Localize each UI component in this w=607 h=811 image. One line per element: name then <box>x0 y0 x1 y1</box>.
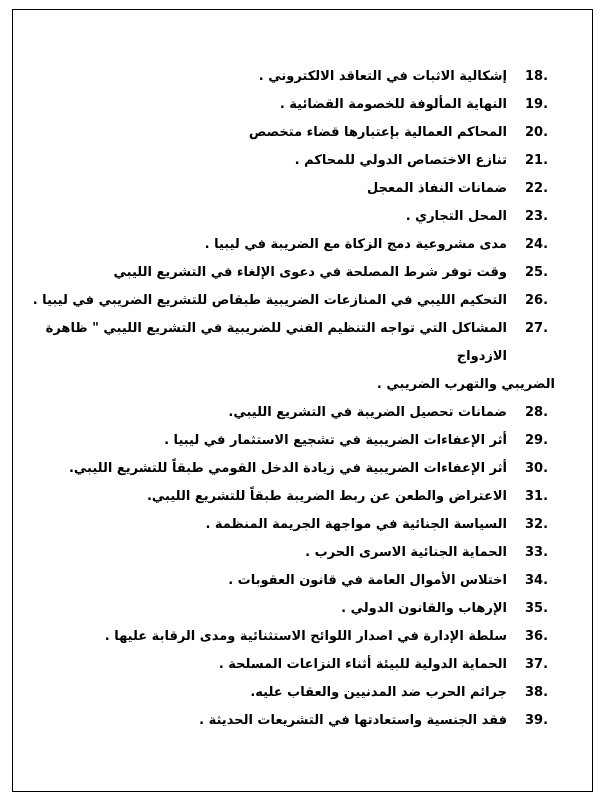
item-text: الإرهاب والقانون الدولي . <box>341 601 507 616</box>
item-number: 30. <box>525 461 549 476</box>
item-text: المشاكل التي تواجه التنظيم الفني للضريبية في التشريع الليبي " ظاهرة الازدواج <box>45 321 507 364</box>
list-item <box>25 595 555 623</box>
item-text: ضمانات تحصيل الضريبة في التشريع الليبي. <box>228 405 507 420</box>
list-item <box>25 119 555 147</box>
list-item <box>25 147 555 175</box>
item-text: تنازع الاختصاص الدولي للمحاكم . <box>294 153 507 168</box>
item-number: 23. <box>525 209 549 224</box>
item-number: 32. <box>525 517 549 532</box>
list-item <box>25 623 555 651</box>
item-number: 36. <box>525 629 549 644</box>
thesis-topic-list <box>25 63 555 735</box>
item-text: المحل التجاري . <box>405 209 507 224</box>
item-text: النهاية المألوفة للخصومة القضائية . <box>279 97 507 112</box>
item-text: اختلاس الأموال العامة في قانون العقوبات . <box>228 573 507 588</box>
list-item <box>25 231 555 259</box>
item-number: 21. <box>525 153 549 168</box>
item-text: فقد الجنسية واستعادتها في التشريعات الحديثة . <box>199 713 507 728</box>
item-number: 37. <box>525 657 549 672</box>
list-item <box>25 175 555 203</box>
list-item <box>25 203 555 231</box>
item-text: وقت توفر شرط المصلحة في دعوى الإلغاء في التشريع الليبي <box>113 265 507 280</box>
item-text: الاعتراض والطعن عن ربط الضريبة طبقاً للتشريع الليبي. <box>146 489 507 504</box>
item-text: الحماية الدولية للبيئة أثناء النزاعات المسلحة . <box>218 657 507 672</box>
item-text: سلطة الإدارة في اصدار اللوائح الاستثنائية ومدى الرقابة عليها . <box>104 629 507 644</box>
item-text-continuation: الضريبي والتهرب الضريبي . <box>376 377 555 392</box>
item-number: 31. <box>525 489 549 504</box>
item-number: 19. <box>525 97 549 112</box>
item-number: 39. <box>525 713 549 728</box>
item-text: مدى مشروعية دمج الزكاة مع الضريبة في ليبيا . <box>204 237 507 252</box>
item-text: أثر الإعفاءات الضريبية في تشجيع الاستثمار في ليبيا . <box>164 433 507 448</box>
list-item <box>25 539 555 567</box>
list-item <box>25 427 555 455</box>
list-item <box>25 259 555 287</box>
item-number: 26. <box>525 293 549 308</box>
list-item <box>25 399 555 427</box>
item-text: الحماية الجنائية الاسرى الحرب . <box>305 545 507 560</box>
item-number: 33. <box>525 545 549 560</box>
item-number: 29. <box>525 433 549 448</box>
item-number: 20. <box>525 125 549 140</box>
item-number: 34. <box>525 573 549 588</box>
item-number: 25. <box>525 265 549 280</box>
item-text: أثر الإعفاءات الضريبية في زيادة الدخل القومي طبقاً للتشريع الليبي. <box>68 461 507 476</box>
list-item <box>25 651 555 679</box>
list-item <box>25 511 555 539</box>
item-text: جرائم الحرب ضد المدنيين والعقاب عليه. <box>250 685 507 700</box>
list-item <box>25 679 555 707</box>
item-text: المحاكم العمالية بإعتبارها قضاء متخصص <box>248 125 507 140</box>
item-number: 24. <box>525 237 549 252</box>
list-item <box>25 483 555 511</box>
list-item <box>25 91 555 119</box>
item-text: التحكيم الليبي في المنازعات الضريبية طبقاص للتشريع الضريبي في ليبيا . <box>32 293 507 308</box>
list-item <box>25 63 555 91</box>
item-text: السياسة الجنائية في مواجهة الجريمة المنظمة . <box>205 517 507 532</box>
list-item <box>25 707 555 735</box>
list-item <box>25 567 555 595</box>
list-item <box>25 455 555 483</box>
item-number: 28. <box>525 405 549 420</box>
item-text: إشكالية الاثبات في التعاقد الالكتروني . <box>258 69 507 84</box>
item-number: 22. <box>525 181 549 196</box>
item-number: 38. <box>525 685 549 700</box>
item-number: 27. <box>525 321 549 336</box>
list-item <box>25 315 555 399</box>
list-item <box>25 287 555 315</box>
item-number: 18. <box>525 69 549 84</box>
item-text: ضمانات النفاذ المعجل <box>367 181 507 196</box>
item-number: 35. <box>525 601 549 616</box>
